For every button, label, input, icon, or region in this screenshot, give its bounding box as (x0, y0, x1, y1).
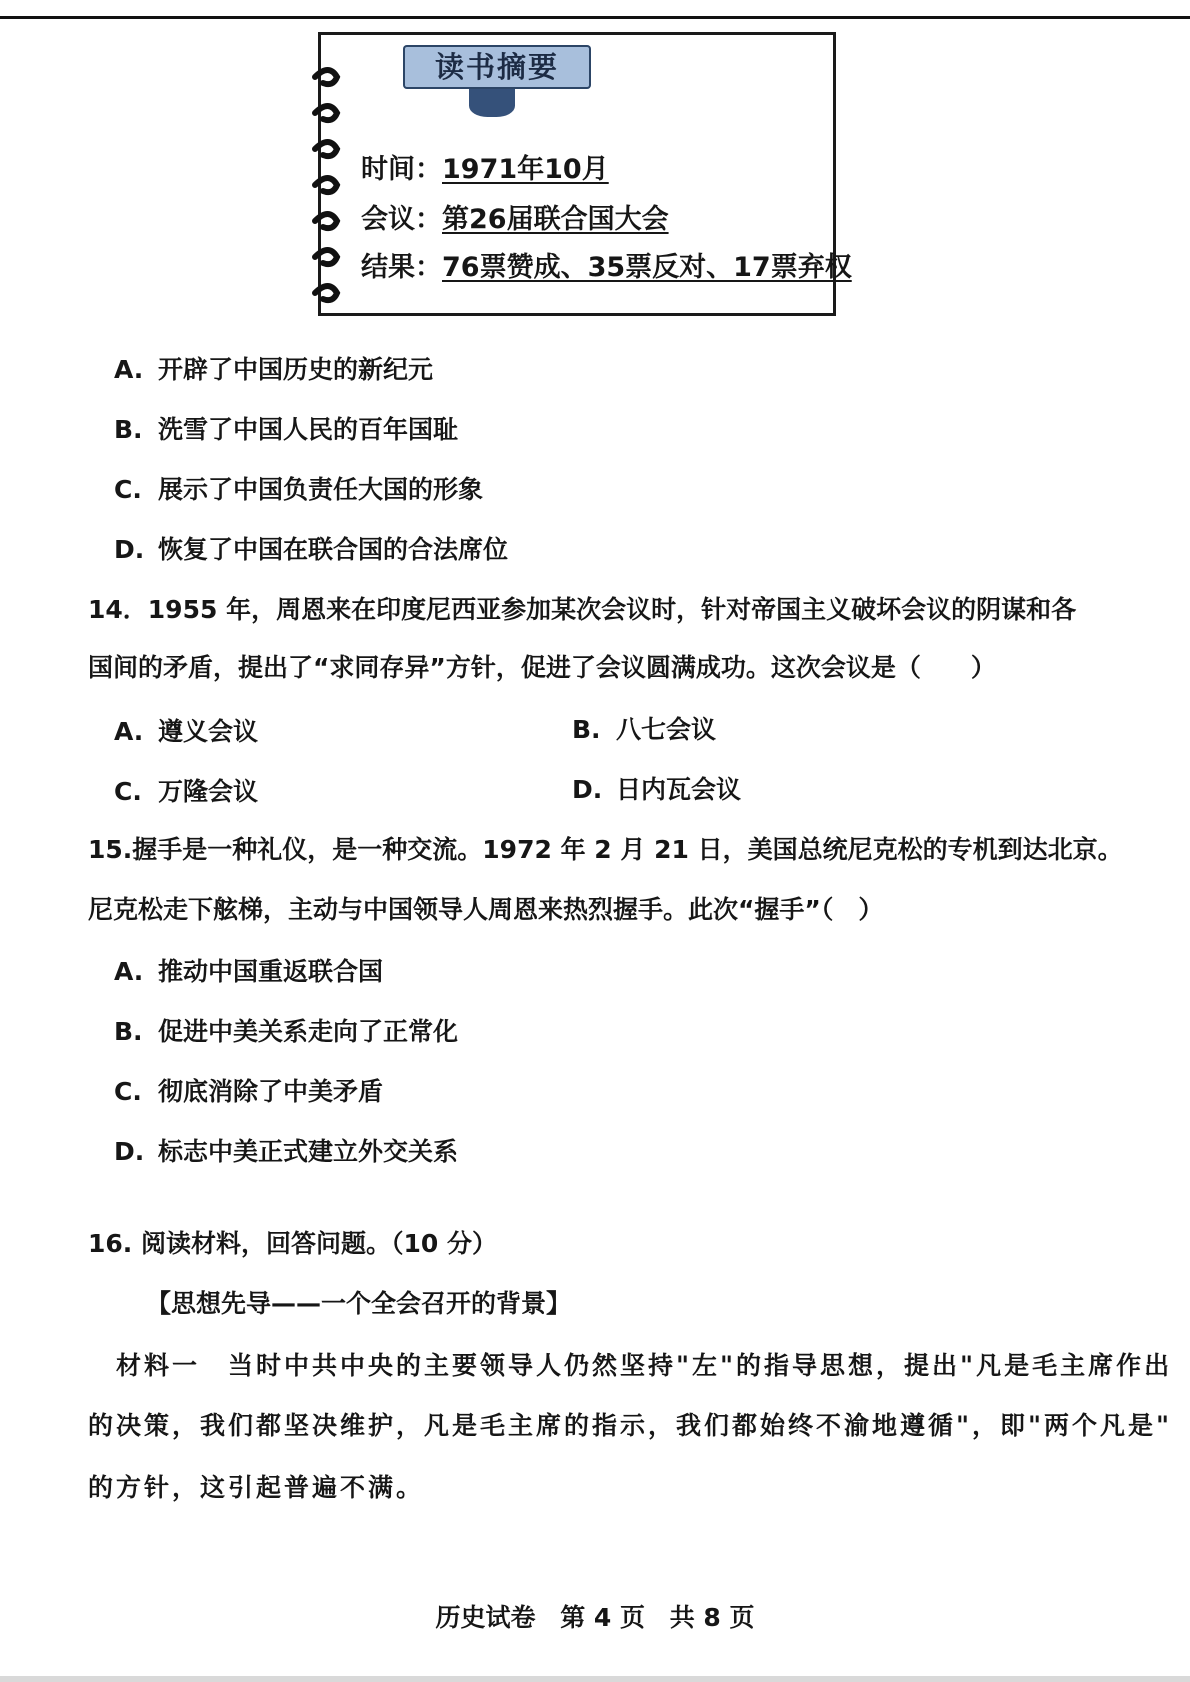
q13-option-d (114, 534, 508, 566)
spiral-binding-icon (311, 65, 341, 315)
option-letter: B. (114, 415, 143, 444)
bottom-rule (0, 1676, 1190, 1682)
footer-page: 第 4 页 (560, 1603, 645, 1632)
note-meeting (361, 197, 669, 236)
option-text: 推动中国重返联合国 (158, 957, 384, 986)
title-banner-stem (469, 89, 515, 117)
option-text: 遵义会议 (158, 717, 259, 746)
option-text: 恢复了中国在联合国的合法席位 (158, 535, 509, 564)
option-letter: B. (572, 715, 601, 744)
option-text: 日内瓦会议 (616, 775, 742, 804)
option-text: 展示了中国负责任大国的形象 (158, 475, 484, 504)
option-letter: B. (114, 1017, 143, 1046)
card-title: 读书摘要 (434, 50, 559, 84)
note-meeting-value: 第26届联合国大会 (442, 204, 669, 235)
q16-material-line3: 的方针，这引起普遍不满。 (88, 1473, 425, 1502)
note-time-label: 时间： (361, 154, 442, 185)
top-rule (0, 16, 1190, 19)
q15-stem-line1: 15.握手是一种礼仪，是一种交流。1972 年 2 月 21 日，美国总统尼克松的专机到达北京。 (88, 835, 1123, 864)
q14-stem-line1: 14．1955 年，周恩来在印度尼西亚参加某次会议时，针对帝国主义破坏会议的阴谋和各 (88, 595, 1077, 624)
q15-option-a (114, 956, 383, 988)
option-text: 标志中美正式建立外交关系 (158, 1137, 459, 1166)
q13-option-b (114, 414, 458, 446)
option-letter: A. (114, 957, 144, 986)
reading-summary-card (318, 32, 852, 316)
note-time (361, 147, 609, 186)
note-meeting-label: 会议： (361, 204, 442, 235)
note-time-value: 1971年10月 (442, 154, 609, 185)
note-result-value: 76票赞成、35票反对、17票弃权 (442, 252, 852, 283)
option-letter: D. (572, 775, 603, 804)
option-text: 洗雪了中国人民的百年国耻 (158, 415, 459, 444)
q16-stem: 16. 阅读材料，回答问题。（10 分） (88, 1229, 497, 1258)
q16-section-title: 【思想先导——一个全会召开的背景】 (146, 1289, 572, 1318)
q14-option-a (114, 716, 258, 748)
q14-option-d (572, 774, 741, 806)
option-letter: A. (114, 355, 144, 384)
q15-option-d (114, 1136, 458, 1168)
option-letter: C. (114, 1077, 142, 1106)
option-text: 开辟了中国历史的新纪元 (158, 355, 434, 384)
q16-material-line2: 的决策，我们都坚决维护，凡是毛主席的指示，我们都始终不渝地遵循"，即"两个凡是" (88, 1411, 1173, 1440)
note-result (361, 245, 852, 284)
option-letter: C. (114, 475, 142, 504)
option-text: 八七会议 (616, 715, 717, 744)
option-text: 彻底消除了中美矛盾 (158, 1077, 384, 1106)
page-footer (0, 1598, 1190, 1634)
q13-option-c (114, 474, 483, 506)
q15-option-c (114, 1076, 383, 1108)
option-text: 促进中美关系走向了正常化 (158, 1017, 459, 1046)
q13-option-a (114, 354, 433, 386)
option-letter: D. (114, 535, 145, 564)
footer-subject: 历史试卷 (435, 1603, 536, 1632)
footer-total: 共 8 页 (669, 1603, 755, 1632)
q14-option-c (114, 776, 258, 808)
option-text: 万隆会议 (158, 777, 259, 806)
q16-material-line1: 材料一 当时中共中央的主要领导人仍然坚持"左"的指导思想，提出"凡是毛主席作出 (116, 1351, 1173, 1380)
q15-option-b (114, 1016, 458, 1048)
q14-option-b (572, 714, 716, 746)
q15-stem-line2: 尼克松走下舷梯，主动与中国领导人周恩来热烈握手。此次“握手”（ ） (88, 895, 884, 924)
option-letter: C. (114, 777, 142, 806)
q14-stem-line2: 国间的矛盾，提出了“求同存异”方针，促进了会议圆满成功。这次会议是（ ） (88, 653, 996, 682)
note-result-label: 结果： (361, 252, 442, 283)
option-letter: D. (114, 1137, 145, 1166)
option-letter: A. (114, 717, 144, 746)
